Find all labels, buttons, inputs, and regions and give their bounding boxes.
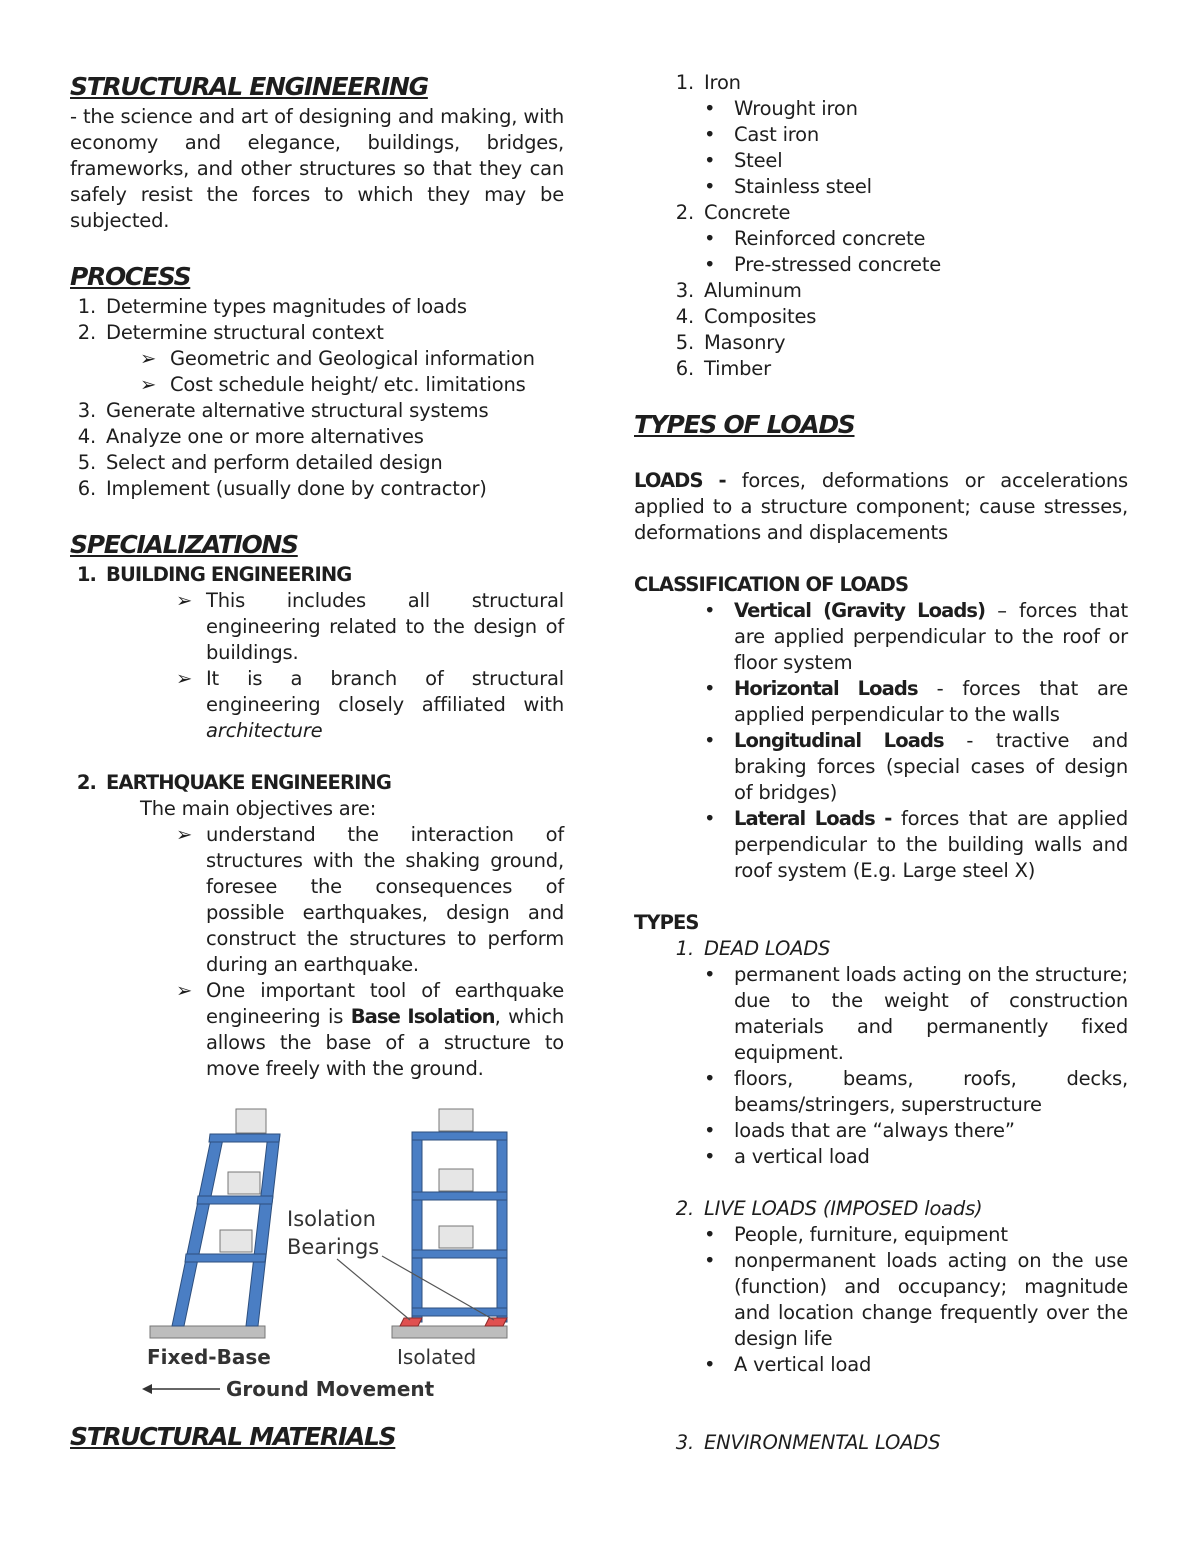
list-item: 5. Masonry (675, 331, 786, 354)
list-item: • loads that are “always there” (704, 1119, 1015, 1142)
arrow-icon: ➢ (176, 823, 193, 846)
arrow-icon: ➢ (140, 347, 157, 370)
heading-structural-materials: STRUCTURAL MATERIALS (70, 1422, 396, 1451)
base-isolation-figure (142, 1104, 582, 1414)
list-item: • A vertical load (704, 1353, 872, 1376)
heading-specializations: SPECIALIZATIONS (70, 530, 298, 559)
bullet-icon: • (704, 1353, 716, 1376)
sub-list-item: • Stainless steel (704, 175, 872, 198)
sub-list-item: ➢ It is a branch of structural engineering closely affiliated with architecture (176, 667, 564, 742)
list-item: • permanent loads acting on the structure; due to the weight of construction materials and permanently fixed equipment. (704, 963, 1129, 1064)
heading-types: TYPES (634, 911, 699, 934)
sub-list-item: ➢ One important tool of earthquake engineering is Base Isolation, which allows the base of a structure to move freely with the ground. (176, 979, 564, 1080)
right-column (634, 70, 1128, 1456)
bullet-icon: • (704, 1119, 716, 1142)
bullet-icon: • (704, 97, 716, 120)
bullet-icon: • (704, 599, 716, 622)
leader-line (337, 1259, 410, 1320)
bullet-icon: • (704, 123, 716, 146)
bearing-left (400, 1318, 422, 1326)
bullet-icon: • (704, 1145, 716, 1168)
definition-paragraph: - the science and art of designing and making, with economy and elegance, buildings, bridges, frameworks, and other structures so that they can safely resist the forces to which they may be subjected. (70, 105, 564, 232)
sub-list-item: ➢ understand the interaction of structures with the shaking ground, foresee the consequences of possible earthquakes, design and construct the structures to perform during an earthquake. (176, 823, 564, 976)
heading-types-of-loads: TYPES OF LOADS (634, 410, 855, 439)
sub-list-item: • Reinforced concrete (704, 227, 926, 250)
arrow-icon: ➢ (140, 373, 157, 396)
live-loads-heading: 2. LIVE LOADS (IMPOSED loads) (675, 1197, 983, 1220)
label-isolated: Isolated (397, 1345, 477, 1369)
classification-list (634, 598, 1128, 884)
bullet-icon: • (704, 253, 716, 276)
spec-building-engineering: 1. BUILDING ENGINEERING (76, 563, 352, 586)
bullet-icon: • (704, 807, 716, 830)
fixed-base-building (172, 1109, 280, 1326)
list-item: 2. Concrete (675, 201, 791, 224)
list-item: 1. Iron (675, 71, 741, 94)
label-ground-movement: Ground Movement (226, 1377, 435, 1401)
bullet-icon: • (704, 677, 716, 700)
arrow-icon: ➢ (176, 589, 193, 612)
label-bearings: Bearings (287, 1235, 380, 1259)
list-item: • nonpermanent loads acting on the use (function) and occupancy; magnitude and location change frequently over the design life (704, 1249, 1128, 1350)
list-item: • a vertical load (704, 1145, 870, 1168)
list-item: 6. Implement (usually done by contractor) (77, 477, 487, 500)
environmental-loads-heading: 3. ENVIRONMENTAL LOADS (675, 1431, 941, 1454)
list-item: 6. Timber (675, 357, 771, 380)
list-item: 5. Select and perform detailed design (77, 451, 443, 474)
sub-list-item: ➢ This includes all structural engineering related to the design of buildings. (176, 589, 564, 664)
title-structural-engineering: STRUCTURAL ENGINEERING (70, 72, 428, 101)
materials-list (634, 70, 1128, 382)
label-fixed-base: Fixed-Base (147, 1345, 271, 1369)
bearing-right (485, 1318, 507, 1326)
bullet-icon: • (704, 1223, 716, 1246)
heading-classification: CLASSIFICATION OF LOADS (634, 573, 909, 596)
arrow-icon: ➢ (176, 667, 193, 690)
bullet-icon: • (704, 963, 716, 986)
heading-process: PROCESS (70, 262, 191, 291)
list-item: 1. Determine types magnitudes of loads (77, 295, 467, 318)
sub-list-item: • Wrought iron (704, 97, 858, 120)
bullet-icon: • (704, 1067, 716, 1090)
left-column (70, 70, 564, 1454)
list-item: • Vertical (Gravity Loads) – forces that are applied perpendicular to the roof or floor system (704, 599, 1128, 674)
list-item: 2. Determine structural context (77, 321, 384, 344)
bullet-icon: • (704, 149, 716, 172)
bullet-icon: • (704, 175, 716, 198)
list-item: • floors, beams, roofs, decks, beams/stringers, superstructure (704, 1067, 1128, 1116)
list-item: • Longitudinal Loads - tractive and braking forces (special cases of design of bridges) (704, 729, 1128, 804)
list-item: 3. Aluminum (675, 279, 802, 302)
list-item: • Horizontal Loads - forces that are applied perpendicular to the walls (704, 677, 1128, 726)
isolated-ground (392, 1326, 507, 1338)
arrow-head-icon (142, 1384, 152, 1394)
list-item: 4. Composites (675, 305, 817, 328)
sub-list-item: ➢ Geometric and Geological information (140, 347, 535, 370)
process-list (70, 294, 564, 502)
bullet-icon: • (704, 227, 716, 250)
list-item: • People, furniture, equipment (704, 1223, 1008, 1246)
sub-list-item: • Steel (704, 149, 783, 172)
spec-earthquake-engineering: 2. EARTHQUAKE ENGINEERING (76, 771, 391, 794)
list-item: 4. Analyze one or more alternatives (77, 425, 424, 448)
list-item: 3. Generate alternative structural systems (77, 399, 489, 422)
sub-list-item: • Cast iron (704, 123, 820, 146)
dead-loads-heading: 1. DEAD LOADS (675, 937, 831, 960)
loads-definition: LOADS - forces, deformations or accelerations applied to a structure component; cause stresses, deformations and displacements (634, 469, 1128, 544)
arrow-icon: ➢ (176, 979, 193, 1002)
list-item: • Lateral Loads - forces that are applied perpendicular to the building walls and roof system (E.g. Large steel X) (704, 807, 1128, 882)
sub-list-item: ➢ Cost schedule height/ etc. limitations (140, 373, 526, 396)
bullet-icon: • (704, 1249, 716, 1272)
fixed-base-ground (150, 1326, 265, 1338)
label-isolation: Isolation (287, 1207, 376, 1231)
isolated-building (412, 1109, 507, 1322)
spec2-intro: The main objectives are: (140, 797, 377, 820)
bullet-icon: • (704, 729, 716, 752)
sub-list-item: • Pre-stressed concrete (704, 253, 942, 276)
